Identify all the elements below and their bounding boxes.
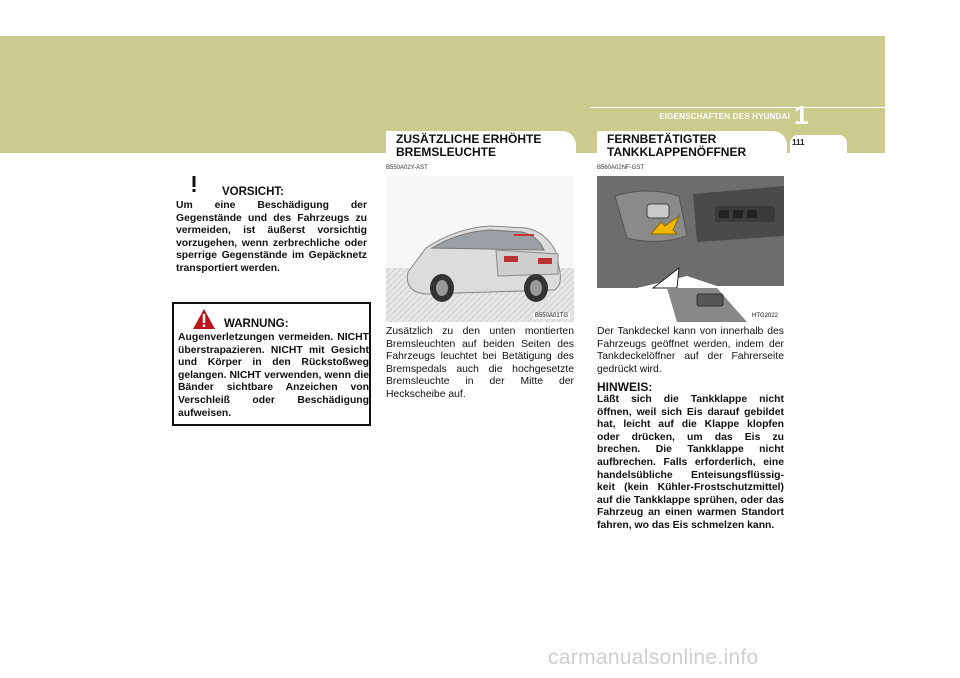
- chapter-rule: [590, 107, 885, 108]
- right-margin: [885, 0, 960, 678]
- section-code: B560A02NF-GST: [597, 165, 645, 171]
- exclamation-triangle-icon: [182, 172, 206, 194]
- chapter-title: EIGENSCHAFTEN DES HYUNDAI: [659, 112, 790, 121]
- brake-light-description: Zusätzlich zu den unten montierten Bremsleuchten auf beiden Seiten des Fahrzeugs leuchtet bei Betätigung des Bremspedals auch die hochgesetzte Bremsleuchte in der Mitte der Heckscheibe auf.: [386, 326, 574, 400]
- chapter-number: 1: [794, 100, 809, 130]
- car-rear-drawing: [386, 176, 574, 322]
- section-heading-line1: ZUSÄTZLICHE ERHÖHTE: [396, 132, 542, 146]
- section-heading-line2: BREMSLEUCHTE: [396, 145, 497, 159]
- note-title: HINWEIS:: [597, 380, 653, 394]
- figure-label: HTG2022: [751, 313, 778, 319]
- section-heading-line2: TANKKLAPPENÖFFNER: [607, 145, 747, 159]
- caution-text: Um eine Beschädigung der Gegenstände und des Fahrzeugs zu vermeiden, ist äußerst vorsichtig vorzugehen, wenn zerbrechliche oder sperrige Gegenstände im Gepäcknetz transportiert werden.: [176, 200, 367, 274]
- section-code: B550A02Y-AST: [386, 165, 428, 171]
- page-number: 111: [792, 138, 805, 147]
- warning-title: WARNUNG:: [224, 318, 289, 330]
- caution-box: [172, 176, 371, 284]
- section-heading-brake-light: [386, 131, 576, 159]
- fuel-door-description: Der Tankdeckel kann von innerhalb des Fahrzeugs geöffnet werden, indem der Tankdeckelöffner auf der Fahrerseite gedrückt wird.: [597, 326, 784, 375]
- section-heading-fuel-door: [597, 131, 787, 159]
- section-heading-line1: FERNBETÄTIGTER: [607, 132, 717, 146]
- note-text: Läßt sich die Tankklappe nicht öffnen, weil sich Eis darauf gebildet hat, leicht auf die Klappe klopfen oder drücken, um das Eis zu brechen. Die Tankklappe nicht aufbrechen. Falls erforderlich, eine handelsübliche Enteisungsflüssig-keit (kein Kühler-Frostschutzmittel) auf die Tankklappe sprühen, oder das Fahrzeug an einen warmen Standort fahren, wo das Eis schmelzen kann.: [597, 394, 784, 531]
- warning-box: [172, 302, 371, 426]
- fuel-door-drawing: [597, 176, 784, 322]
- warning-text: Augenverletzungen vermeiden. NICHT überstrapazieren. NICHT mit Gesicht und Körper in den Rückstoßweg gelangen. NICHT verwenden, wenn die Bänder sichtbare Anzeichen von Verschleiß oder Beschädigung aufweisen.: [178, 332, 369, 419]
- warning-triangle-icon: [192, 308, 216, 330]
- car-rear-illustration: [386, 176, 574, 322]
- watermark: carmanualsonline.info: [548, 646, 759, 669]
- figure-label: B550A01TG: [534, 313, 568, 319]
- caution-title: VORSICHT:: [222, 186, 284, 198]
- fuel-door-opener-illustration: [597, 176, 784, 322]
